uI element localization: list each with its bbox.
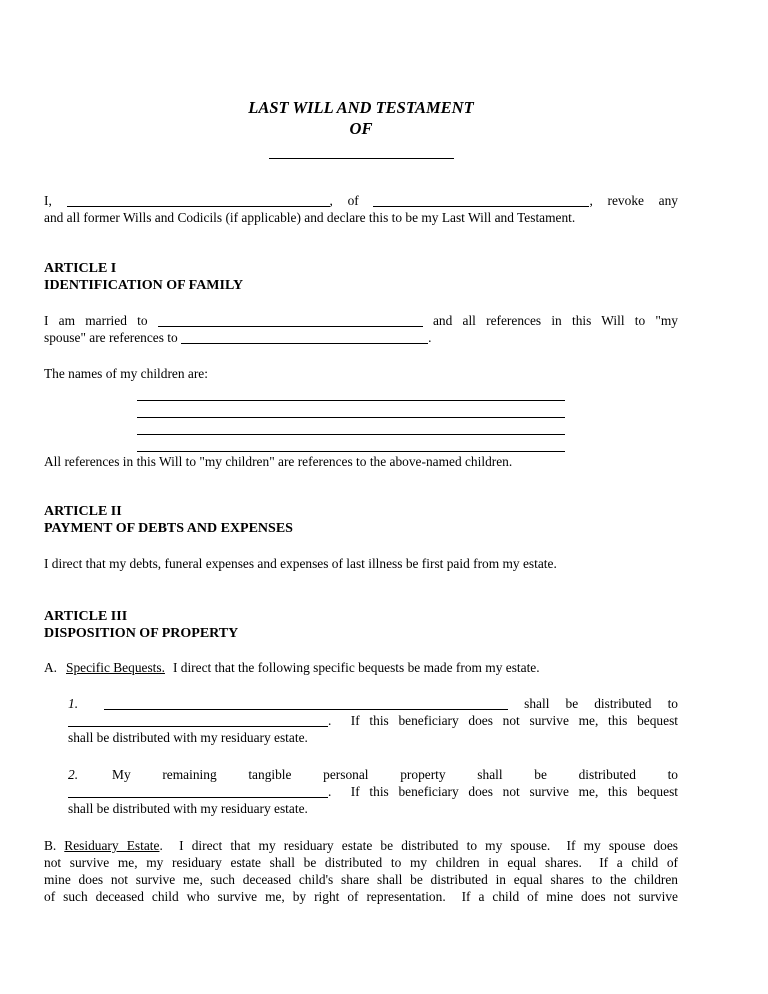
residuary-estate-paragraph <box>44 837 678 905</box>
children-name-lines <box>44 384 678 452</box>
marriage-paragraph <box>44 312 678 346</box>
children-intro: The names of my children are: <box>44 366 208 381</box>
document-title-block <box>44 97 678 139</box>
item-a-title: Specific Bequests. <box>66 660 165 675</box>
document-title: LAST WILL AND TESTAMENT <box>248 98 474 117</box>
opening-post-text: , revoke any <box>589 193 678 208</box>
bequest-1 <box>68 695 678 746</box>
article-2-number: ARTICLE II <box>44 504 122 519</box>
testator-name-field-blank[interactable] <box>67 194 330 207</box>
marriage-post-text: and all references in this Will to "my <box>432 313 678 328</box>
bequest-2-beneficiary-blank[interactable] <box>68 785 328 798</box>
debts-paragraph: I direct that my debts, funeral expenses and expenses of last illness be first paid from my estate. <box>44 556 557 571</box>
item-b-line2-text: not survive me, my residuary estate shall be distributed to my children in equal shares. If a child of <box>44 855 678 870</box>
item-b-line4-text: of such deceased child who survive me, by right of representation. If a child of mine does not survive <box>44 889 678 904</box>
opening-paragraph <box>44 192 678 226</box>
article-1-heading <box>44 260 678 294</box>
child-name-line-4[interactable] <box>137 435 565 452</box>
article-3-heading <box>44 608 678 642</box>
bequest-2-number: 2. <box>68 767 79 782</box>
article-2-heading <box>44 503 678 537</box>
specific-bequests-paragraph <box>44 659 678 676</box>
item-b-line3-text: mine does not survive me, such deceased child's share shall be distributed in equal shares to the children <box>44 872 678 887</box>
item-b-title: Residuary Estate <box>64 838 160 853</box>
bequest-2 <box>68 766 678 817</box>
bequest-2-line2-text: . If this beneficiary does not survive me, this bequest <box>328 784 678 799</box>
child-name-line-2[interactable] <box>137 401 565 418</box>
opening-mid-text: , of <box>329 193 359 208</box>
testator-name-blank[interactable] <box>269 139 454 159</box>
bequest-2-line3-text: shall be distributed with my residuary estate. <box>68 801 308 816</box>
article-3-number: ARTICLE III <box>44 609 128 624</box>
opening-line2: and all former Wills and Codicils (if applicable) and declare this to be my Last Will and Testament. <box>44 210 576 225</box>
opening-pre-text: I, <box>44 193 52 208</box>
bequest-1-number: 1. <box>68 696 79 711</box>
marriage-line2-pre-text: spouse" are references to <box>44 330 178 345</box>
testator-residence-blank[interactable] <box>373 194 589 207</box>
marriage-pre-text: I am married to <box>44 313 148 328</box>
document-title-of: OF <box>349 119 373 138</box>
item-a-label: A. <box>44 660 58 675</box>
spouse-name-blank[interactable] <box>158 314 423 327</box>
bequest-2-line1-text: My remaining tangible personal property shall be distributed to <box>112 767 678 782</box>
article-1-title: IDENTIFICATION OF FAMILY <box>44 278 244 293</box>
item-a-text: I direct that the following specific bequests be made from my estate. <box>172 660 540 675</box>
article-1-number: ARTICLE I <box>44 261 117 276</box>
child-name-line-1[interactable] <box>137 384 565 401</box>
child-name-line-3[interactable] <box>137 418 565 435</box>
article-3-title: DISPOSITION OF PROPERTY <box>44 626 239 641</box>
bequest-1-line3-text: shall be distributed with my residuary estate. <box>68 730 308 745</box>
children-note: All references in this Will to "my children" are references to the above-named children. <box>44 454 513 469</box>
marriage-line2-period: . <box>428 330 432 345</box>
bequest-1-line1-text: shall be distributed to <box>524 696 678 711</box>
bequest-1-beneficiary-blank[interactable] <box>68 714 328 727</box>
bequest-1-property-blank[interactable] <box>104 697 508 710</box>
item-b-label: B. <box>44 838 57 853</box>
spouse-reference-blank[interactable] <box>181 331 428 344</box>
article-2-title: PAYMENT OF DEBTS AND EXPENSES <box>44 521 293 536</box>
bequest-1-line2-text: . If this beneficiary does not survive me, this bequest <box>328 713 678 728</box>
item-b-line1-text: . I direct that my residuary estate be distributed to my spouse. If my spouse does <box>159 838 678 853</box>
